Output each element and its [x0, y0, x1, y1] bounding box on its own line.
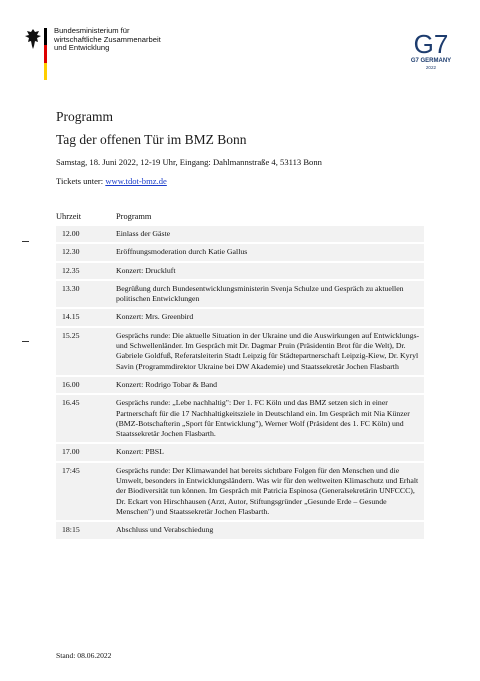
table-row — [56, 244, 424, 260]
row-program: Konzert: Rodrigo Tobar & Band — [116, 379, 218, 389]
row-time: 18:15 — [62, 525, 80, 535]
row-program: Konzert: PBSL — [116, 447, 164, 457]
row-program: Gesprächs runde: „Lebe nachhaltig": Der 1. FC Köln und das BMZ setzen sich in einer Partnerschaft für die 17 Nachhaltigkeitsziele in Deutschland ein. Im Gespräch mit Nia Künzer (BMZ-Botschafterin „Sport für Entwicklung"), Werner Wolf (Präsident des 1. FC Köln) und Staatssekretär Jochen Flasbarth. — [116, 398, 410, 439]
row-time: 17.00 — [62, 447, 80, 457]
row-program: Einlass der Gäste — [116, 229, 171, 238]
tickets-label: Tickets unter: — [56, 176, 106, 186]
table-row — [56, 309, 424, 325]
document-date: Stand: 08.06.2022 — [56, 651, 112, 660]
table-row — [56, 463, 424, 520]
tickets-line — [56, 176, 167, 186]
table-row — [56, 377, 424, 393]
document-title: Tag der offenen Tür im BMZ Bonn — [56, 132, 247, 147]
row-program: Konzert: Druckluft — [116, 265, 176, 275]
row-time: 12.35 — [62, 265, 80, 275]
table-row — [56, 281, 424, 308]
g7-year: 2022 — [425, 65, 437, 70]
table-row — [56, 328, 424, 375]
margin-mark — [22, 241, 29, 242]
tickets-link[interactable]: www.tdot-bmz.de — [105, 176, 167, 186]
table-row — [56, 226, 424, 242]
table-row — [56, 522, 424, 538]
bmz-logo — [24, 28, 164, 80]
row-time: 12.30 — [62, 247, 80, 257]
row-time: 15.25 — [62, 330, 80, 340]
row-program: Begrüßung durch Bundesentwicklungsministerin Svenja Schulze und Gespräch zu aktuellen politischen Entwicklungen — [116, 283, 404, 304]
margin-mark — [22, 341, 29, 342]
column-header-time: Uhrzeit — [56, 212, 82, 221]
program-table — [56, 226, 424, 541]
row-program: Gesprächs runde: Der Klimawandel hat bereits sichtbare Folgen für den Menschen und die Umwelt, besonders in Entwicklungsländern. Was wir für den weltweiten Klimaschutz und Erhalt der Biodiversität tun können. Im Gespräch mit Patricia Espinosa (Generalsekretärin UNFCCC), Dr. Eckart von Hirschhausen (Arzt, Autor, Stiftungsgründer „Gesunde Erde – Gesunde Menschen") und Staatssekretär Jochen Flasbarth. — [116, 465, 419, 516]
column-header-program: Programm — [116, 212, 152, 221]
row-program: Konzert: Mrs. Greenbird — [116, 312, 194, 322]
row-time: 12.00 — [62, 229, 80, 238]
row-time: 16.00 — [62, 379, 80, 389]
german-flag-bar — [44, 28, 47, 80]
federal-eagle-icon — [24, 28, 42, 50]
g7-text: G7 GERMANY — [410, 58, 452, 64]
row-time: 14.15 — [62, 312, 80, 322]
row-program: Abschluss und Verabschiedung — [116, 525, 214, 535]
row-time: 16.45 — [62, 398, 80, 408]
row-time: 13.30 — [62, 283, 80, 293]
table-row — [56, 444, 424, 460]
row-time: 17:45 — [62, 465, 80, 475]
row-program: Gesprächs runde: Die aktuelle Situation in der Ukraine und die Auswirkungen auf Entwicklungs- und Schwellenländer. Im Gespräch mit Dr. Dagmar Pruin (Präsidentin Brot für die Welt), Dr. Gabriele Goldfuß, Referatsleiterin Stadt Leipzig für Städtepartnerschaft Leipzig-Kiew, Dr. Kyryl Savin (Programmdirektor Ukraine bei DW Akademie) und Staatssekretär Jochen Flasbarth — [116, 330, 420, 371]
g7-germany-logo — [408, 30, 454, 80]
table-row — [56, 263, 424, 279]
ministry-name: Bundesministerium für wirtschaftliche Zusammenarbeit und Entwicklung — [54, 26, 161, 53]
flag-stripe-gold — [44, 63, 47, 80]
flag-stripe-black — [44, 28, 47, 45]
g7-mark: G7 — [413, 29, 449, 59]
document-heading: Programm — [56, 109, 113, 124]
flag-stripe-red — [44, 45, 47, 62]
row-program: Eröffnungsmoderation durch Katie Gallus — [116, 247, 248, 257]
table-row — [56, 395, 424, 442]
event-details: Samstag, 18. Juni 2022, 12-19 Uhr, Eingang: Dahlmannstraße 4, 53113 Bonn — [56, 157, 322, 167]
